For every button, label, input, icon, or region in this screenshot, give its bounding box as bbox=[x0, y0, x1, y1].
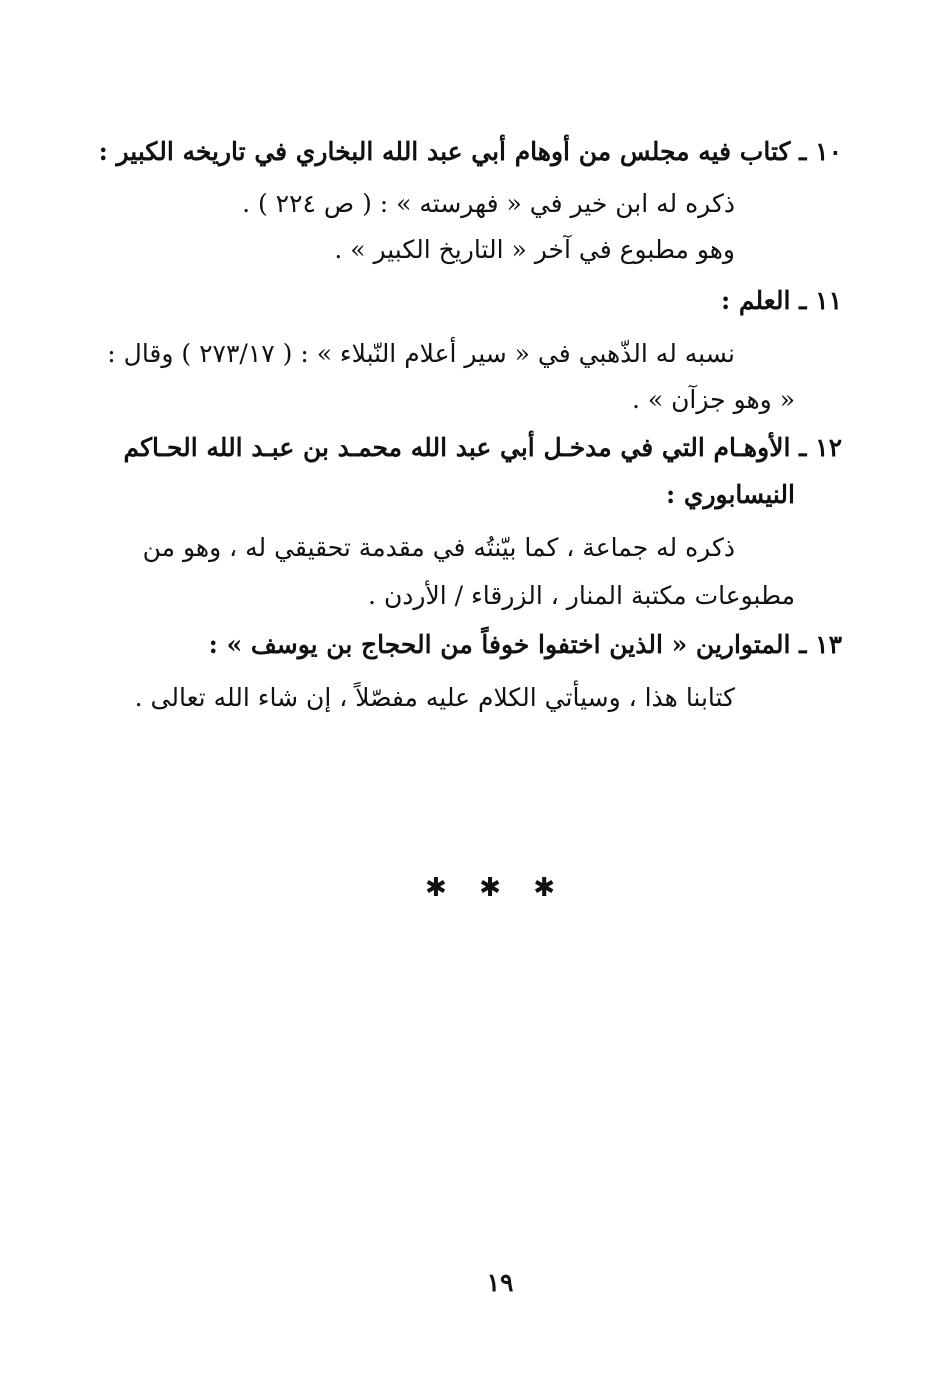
entry-12-line-2: مطبوعات مكتبة المنار ، الزرقاء / الأردن . bbox=[368, 581, 795, 610]
entry-13-line-1: كتابنا هذا ، وسيأتي الكلام عليه مفصّلاً ، إن شاء الله تعالى . bbox=[134, 683, 735, 712]
entry-10-title: ١٠ ـ كتاب فيه مجلس من أوهام أبي عبد الله البخاري في تاريخه الكبير : bbox=[98, 137, 842, 166]
entry-12-title-line-2: النيسابوري : bbox=[665, 480, 795, 509]
entry-11-line-1: نسبه له الذّهبي في « سير أعلام النّبلاء » : ( ٢٧٣/١٧ ) وقال : bbox=[107, 339, 735, 368]
asterisk-icon: ✱ bbox=[425, 873, 447, 903]
entry-12-title-line-1: ١٢ ـ الأوهـام التي في مدخـل أبي عبد الله محمـد بن عبـد الله الحـاكم bbox=[123, 433, 842, 462]
entry-13-title: ١٣ ـ المتوارين « الذين اختفوا خوفاً من الحجاج بن يوسف » : bbox=[208, 630, 842, 659]
asterisk-icon: ✱ bbox=[533, 873, 555, 903]
entry-11-title: ١١ ـ العلم : bbox=[720, 286, 842, 315]
entry-12-line-1: ذكره له جماعة ، كما بيّنتُه في مقدمة تحقيقي له ، وهو من bbox=[142, 533, 735, 562]
entry-11-line-2: « وهو جزآن » . bbox=[631, 385, 795, 414]
section-separator bbox=[425, 868, 555, 908]
entry-10-line-1: ذكره له ابن خير في « فهرسته » : ( ص ٢٢٤ ) . bbox=[242, 189, 735, 218]
asterisk-icon: ✱ bbox=[479, 873, 501, 903]
page-number: ١٩ bbox=[486, 1268, 514, 1297]
entry-10-line-2: وهو مطبوع في آخر « التاريخ الكبير » . bbox=[334, 235, 735, 264]
